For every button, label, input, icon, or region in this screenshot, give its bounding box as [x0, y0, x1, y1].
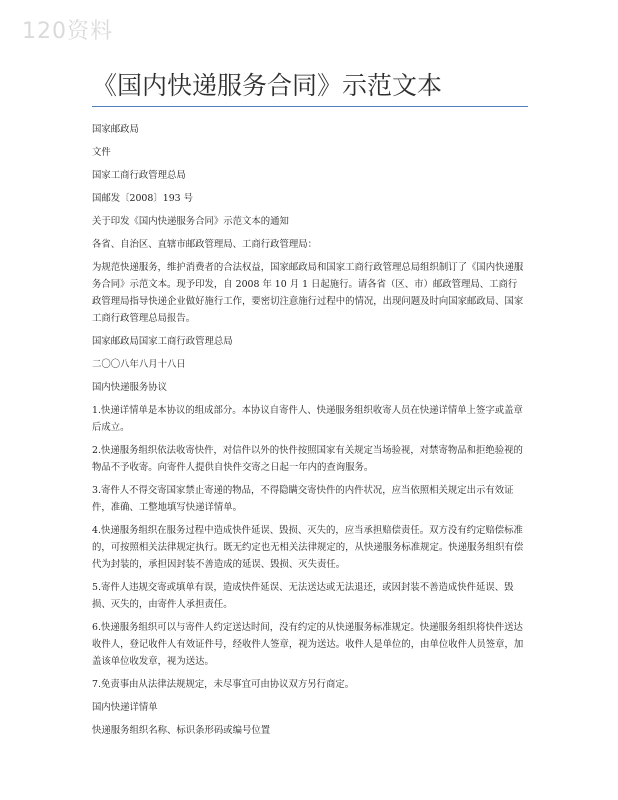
form-heading: 国内快递详情单 — [92, 702, 158, 713]
clause-paragraph: 3.寄件人不得交寄国家禁止寄递的物品，不得隐瞒交寄快件的内件状况，应当依照相关规定出示有效证件，准确、工整地填写快递详情单。 — [92, 485, 514, 513]
watermark: 120资料 — [22, 19, 113, 44]
page-title: 《国内快递服务合同》示范文本 — [92, 71, 443, 100]
signatory-line: 国家邮政局国家工商行政管理总局 — [92, 336, 233, 347]
clause-paragraph: 7.免责事由从法律法规规定，未尽事宜可由协议双方另行商定。 — [92, 679, 355, 690]
issuer-line: 国家邮政局 — [92, 124, 139, 135]
clause-paragraph: 6.快递服务组织可以与寄件人约定送达时间，没有约定的从快递服务标准规定。快递服务组织将快件送达收件人，登记收件人有效证件号，经收件人签章，视为送达。收件人是单位的，由单位收件人员签章，加盖该单位收发章，视为送达。 — [92, 622, 524, 667]
title-underline — [92, 106, 528, 107]
doc-type-line: 文件 — [92, 147, 111, 158]
agreement-heading: 国内快递服务协议 — [92, 382, 168, 393]
notice-paragraph: 为规范快递服务，维护消费者的合法权益，国家邮政局和国家工商行政管理总局组织制订了《国内快递服务合同》示范文本。现予印发，自 2008 年 10 月 1 日起施行。请各省（区、市）邮政管理局、工商行政管理局指导快递企业做好施行工作，要密切注意施行过程中的情况，出现问题及时向国家邮政局、国家工商行政管理总局报告。 — [92, 262, 524, 324]
document-number: 国邮发〔2008〕193 号 — [92, 193, 193, 204]
document-body — [92, 121, 526, 745]
clause-paragraph: 1.快递详情单是本协议的组成部分。本协议自寄件人、快递服务组织收寄人员在快递详情单上签字或盖章后成立。 — [92, 405, 523, 433]
issuer-line: 国家工商行政管理总局 — [92, 170, 186, 181]
clause-paragraph: 4.快递服务组织在服务过程中造成快件延误、毁损、灭失的，应当承担赔偿责任。双方没有约定赔偿标准的，可按照相关法律规定执行。既无约定也无相关法律规定的，从快递服务标准规定。快递服务组织有偿代为封装的，承担因封装不善造成的延误、毁损、灭失责任。 — [92, 525, 524, 570]
addressee-line: 各省、自治区、直辖市邮政管理局、工商行政管理局： — [92, 239, 318, 250]
date-line: 二〇〇八年八月十八日 — [92, 359, 186, 370]
notice-heading: 关于印发《国内快递服务合同》示范文本的通知 — [92, 216, 289, 227]
clause-paragraph: 5.寄件人违规交寄或填单有误，造成快件延误、无法送达或无法退还，或因封装不善造成快件延误、毁损、灭失的，由寄件人承担责任。 — [92, 582, 514, 610]
form-field-label: 快递服务组织名称、标识条形码或编号位置 — [92, 725, 271, 736]
clause-paragraph: 2.快递服务组织依法收寄快件，对信件以外的快件按照国家有关规定当场验视，对禁寄物品和拒绝验视的物品不予收寄。向寄件人提供自快件交寄之日起一年内的查询服务。 — [92, 445, 523, 473]
